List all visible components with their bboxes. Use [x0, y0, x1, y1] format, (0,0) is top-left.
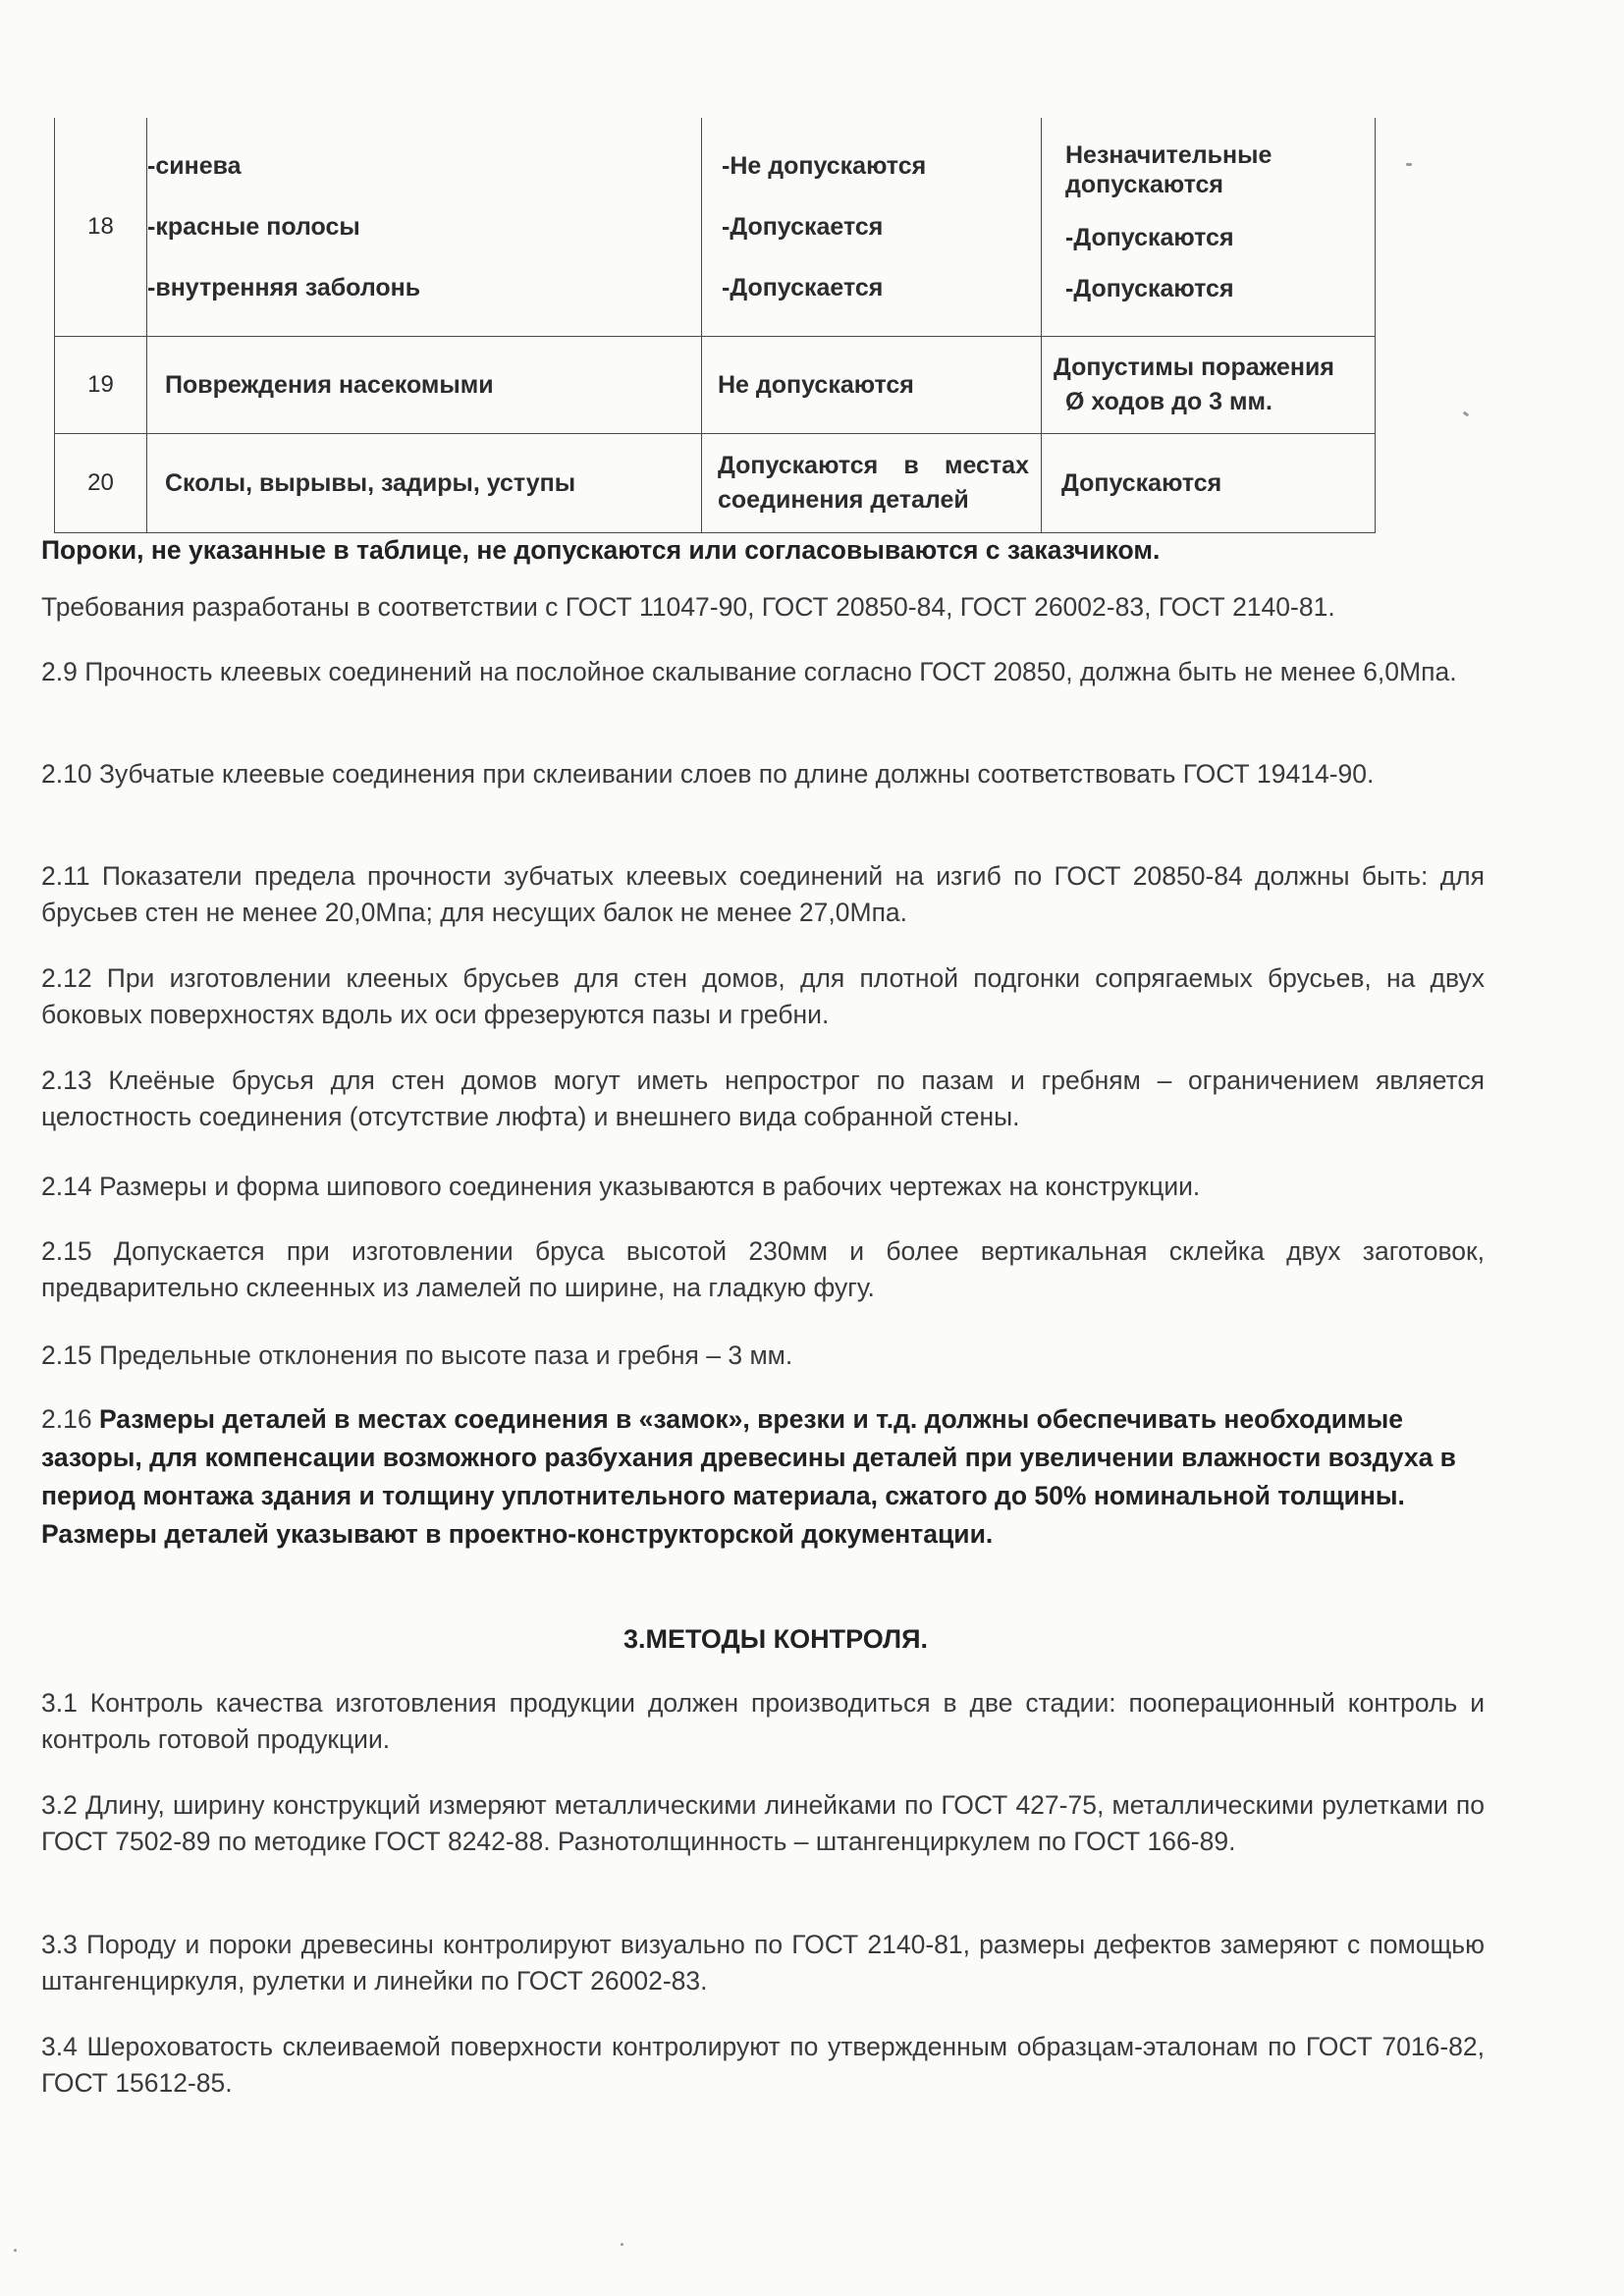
defect-name: -внутренняя заболонь	[147, 274, 421, 301]
table-row	[55, 118, 1376, 337]
glued-allowance: -Не допускаются	[722, 152, 927, 180]
clause-2-16	[41, 1400, 1485, 1554]
table-row	[55, 434, 1376, 533]
section-heading: 3.МЕТОДЫ КОНТРОЛЯ.	[623, 1624, 928, 1654]
defects-table	[54, 118, 1376, 533]
solid-allowance: -Допускаются	[1065, 275, 1234, 302]
clause-3-4: 3.4 Шероховатость склеиваемой поверхности контролируют по утвержденным образцам-эталонам по ГОСТ 7016-82, ГОСТ 15612-85.	[41, 2032, 1485, 2098]
solid-allowance: -Допускаются	[1065, 224, 1234, 251]
requirements-note: Требования разработаны в соответствии с ГОСТ 11047-90, ГОСТ 20850-84, ГОСТ 26002-83, ГОСТ 2140-81.	[41, 592, 1335, 622]
clause-3-2: 3.2 Длину, ширину конструкций измеряют металлическими линейками по ГОСТ 427-75, металлическими рулетками по ГОСТ 7502-89 по методике ГОСТ 8242-88. Разнотолщинность – штангенциркулем по ГОСТ 166-89.	[41, 1790, 1485, 1856]
scan-speck	[621, 2243, 623, 2246]
table-row	[55, 337, 1376, 434]
glued-allowance-line: соединения деталей	[718, 486, 969, 514]
clause-2-12: 2.12 При изготовлении клееных брусьев для стен домов, для плотной подгонки сопрягаемых брусьев, на двух боковых поверхностях вдоль их оси фрезеруются пазы и гребни.	[41, 963, 1485, 1029]
clause-text: Размеры деталей в местах соединения в «замок», врезки и т.д. должны обеспечивать необходимые зазоры, для компенсации возможного разбухания древесины деталей при увеличении влажности воздуха в период монтажа здания и толщину уплотнительного материала, сжатого до 50% номинальной толщины. Размеры деталей указывают в проектно-конструкторской документации.	[41, 1404, 1456, 1549]
defect-name: -синева	[147, 152, 242, 180]
glued-allowance-cell	[702, 434, 1042, 533]
clause-2-9: 2.9 Прочность клеевых соединений на послойное скалывание согласно ГОСТ 20850, должна быть не менее 6,0Мпа.	[41, 657, 1457, 686]
row-number: 18	[55, 118, 147, 337]
glued-allowance-line: Допускаются в местах	[718, 452, 1029, 479]
glued-allowance: Не допускаются	[702, 337, 1042, 434]
defect-name: Повреждения насекомыми	[147, 337, 702, 434]
glued-allowance: -Допускается	[722, 213, 884, 241]
clause-2-11: 2.11 Показатели предела прочности зубчатых клеевых соединений на изгиб по ГОСТ 20850-84 должны быть: для брусьев стен не менее 20,0Мпа; для несущих балок не менее 27,0Мпа.	[41, 861, 1485, 927]
row-number: 20	[55, 434, 147, 533]
defects-table-wrap	[54, 118, 1375, 533]
clause-2-10: 2.10 Зубчатые клеевые соединения при склеивании слоев по длине должны соответствовать ГОСТ 19414-90.	[41, 759, 1375, 789]
clause-2-14: 2.14 Размеры и форма шипового соединения указываются в рабочих чертежах на конструкции.	[41, 1172, 1201, 1201]
row-number: 19	[55, 337, 147, 434]
defect-name-cell	[147, 118, 702, 337]
solid-allowance-line: Ø ходов до 3 мм.	[1065, 388, 1272, 415]
scan-speck	[14, 2249, 17, 2252]
glued-allowance-cell	[702, 118, 1042, 337]
clause-3-1: 3.1 Контроль качества изготовления продукции должен производиться в две стадии: пооперационный контроль и контроль готовой продукции.	[41, 1688, 1485, 1754]
clause-2-13: 2.13 Клеёные брусья для стен домов могут иметь непрострог по пазам и гребням – ограничением является целостность соединения (отсутствие люфта) и внешнего вида собранной стены.	[41, 1066, 1485, 1131]
defects-not-listed-note: Пороки, не указанные в таблице, не допускаются или согласовываются с заказчиком.	[41, 535, 1161, 565]
solid-allowance: Допускаются	[1042, 434, 1376, 533]
solid-allowance-line: Допустимы поражения	[1054, 354, 1334, 381]
glued-allowance: -Допускается	[722, 274, 884, 301]
scan-speck	[1463, 411, 1470, 417]
clause-3-3: 3.3 Породу и пороки древесины контролируют визуально по ГОСТ 2140-81, размеры дефектов замеряют с помощью штангенциркуля, рулетки и линейки по ГОСТ 26002-83.	[41, 1930, 1485, 1995]
solid-allowance-cell	[1042, 337, 1376, 434]
solid-allowance: Незначительные допускаются	[1065, 141, 1272, 198]
clause-2-15-tolerances: 2.15 Предельные отклонения по высоте паза и гребня – 3 мм.	[41, 1340, 793, 1370]
solid-allowance-cell	[1042, 118, 1376, 337]
defect-name: Сколы, вырывы, задиры, уступы	[147, 434, 702, 533]
scan-speck	[1406, 163, 1412, 166]
clause-number: 2.16	[41, 1404, 92, 1434]
defect-name: -красные полосы	[147, 213, 360, 241]
clause-2-15-vertical-gluing: 2.15 Допускается при изготовлении бруса высотой 230мм и более вертикальная склейка двух заготовок, предварительно склеенных из ламелей по ширине, на гладкую фугу.	[41, 1236, 1485, 1302]
